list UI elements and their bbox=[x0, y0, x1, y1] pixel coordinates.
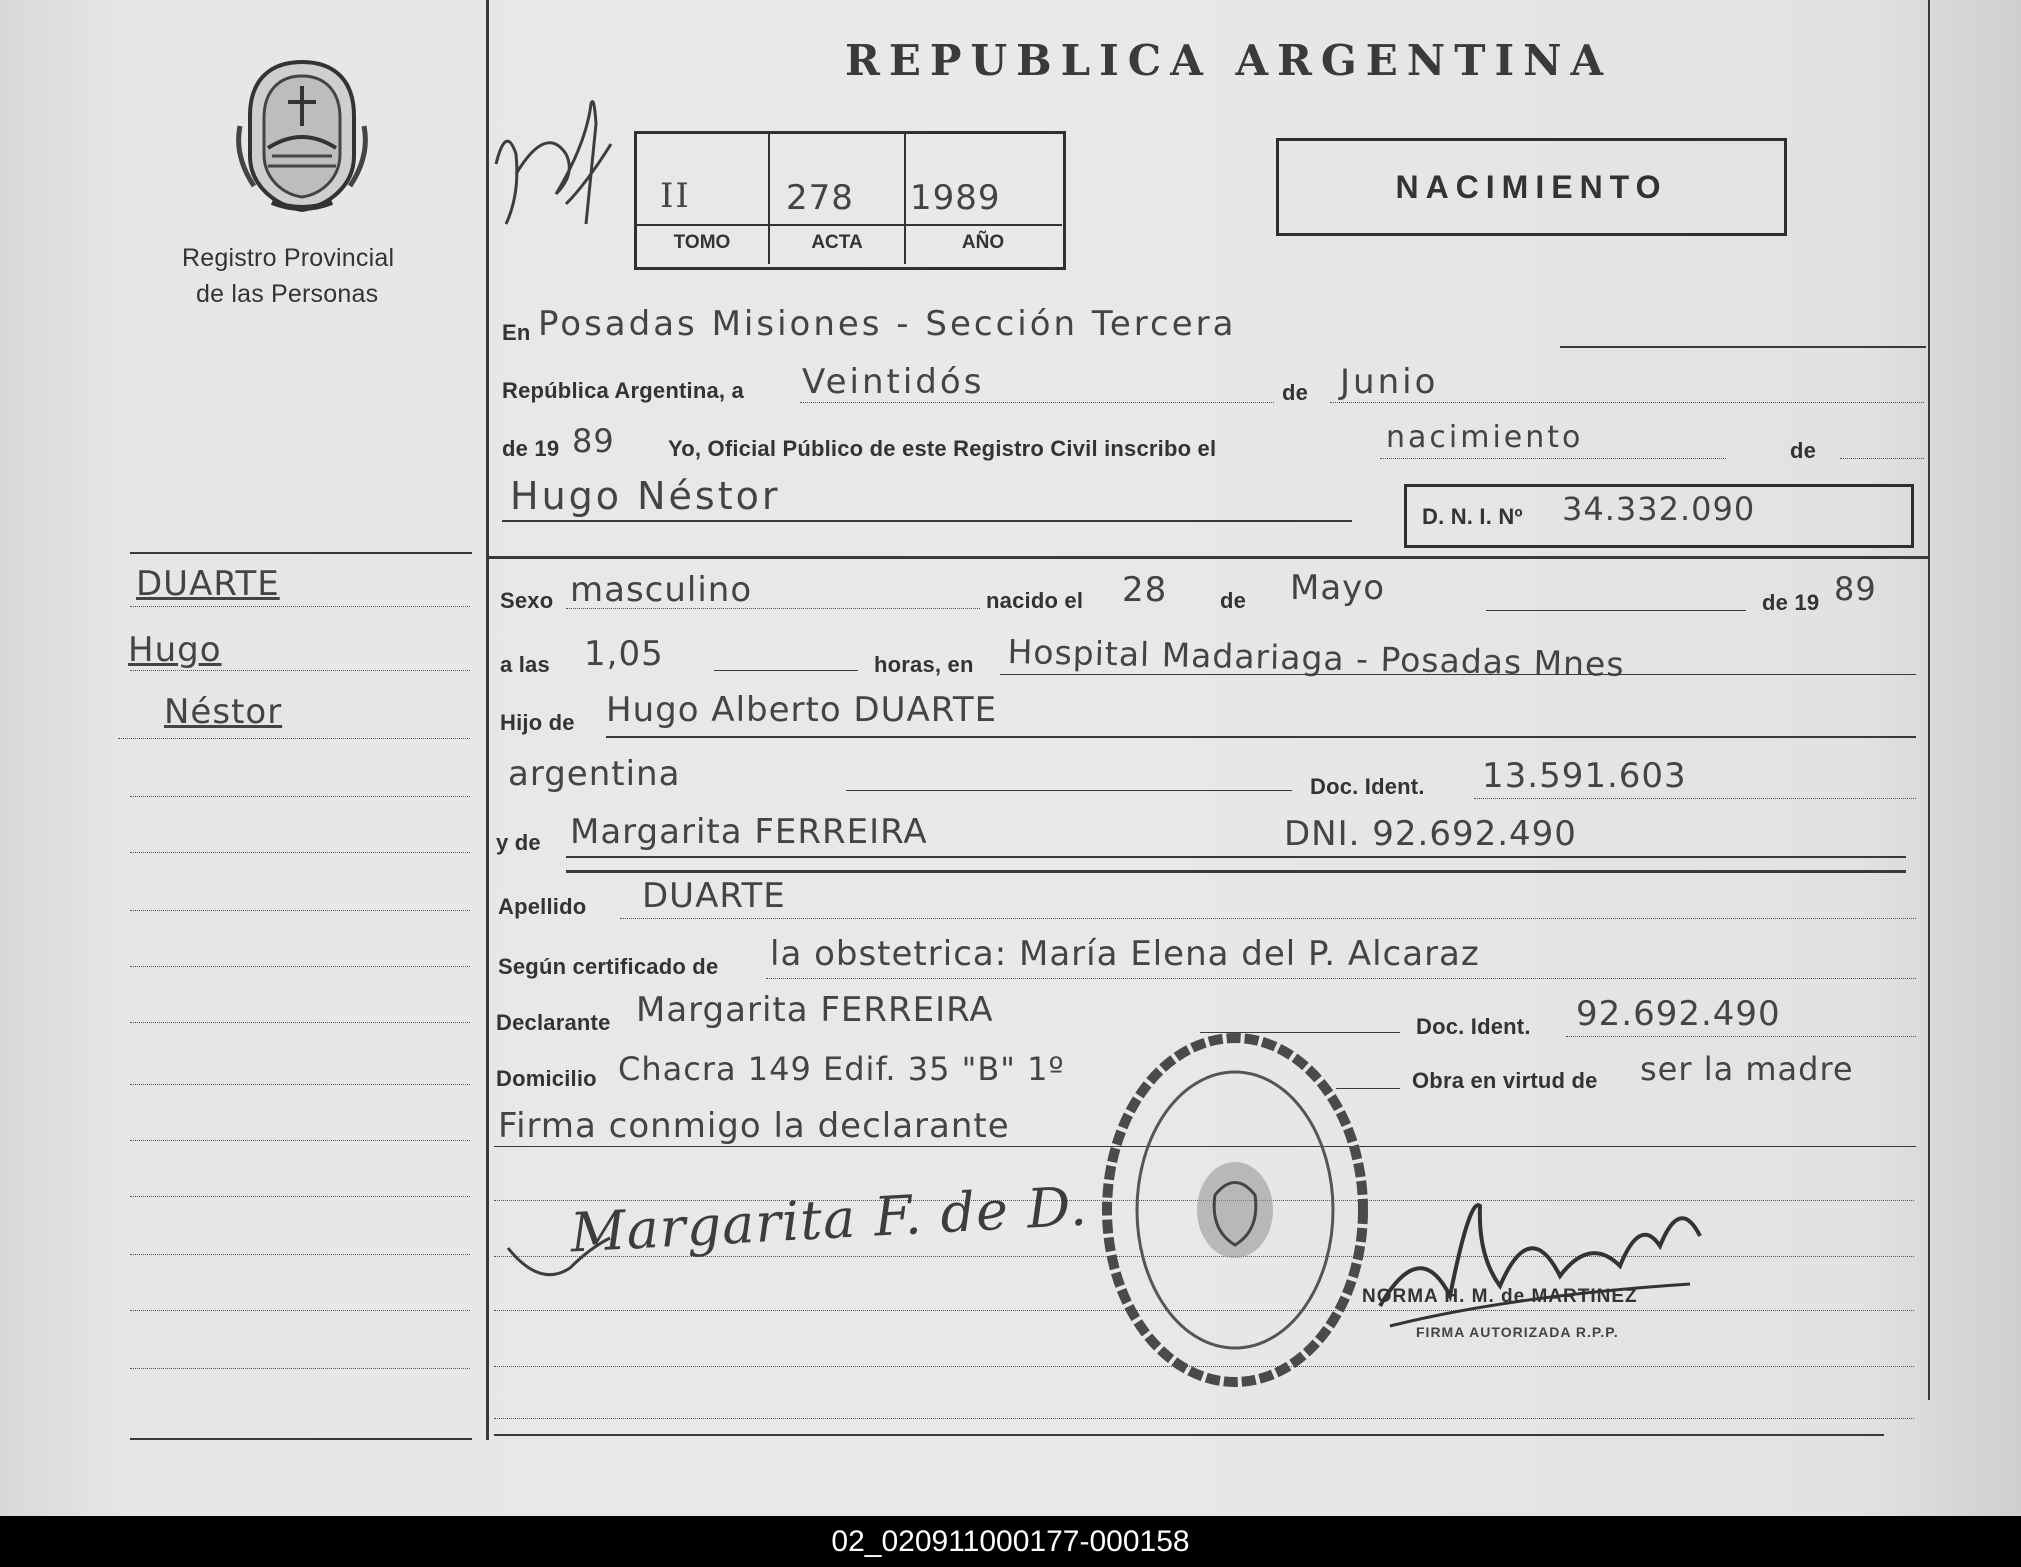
apellido-label: Apellido bbox=[498, 894, 587, 919]
tomo-label: TOMO bbox=[673, 232, 731, 253]
mother-dni-value: DNI. 92.692.490 bbox=[1284, 814, 1577, 854]
declarant-name-value: Margarita FERREIRA bbox=[636, 990, 994, 1030]
rule-line bbox=[566, 608, 980, 609]
child-name-value: Hugo Néstor bbox=[510, 474, 781, 518]
rule-line bbox=[800, 402, 1274, 403]
margin-line bbox=[130, 1368, 470, 1369]
margin-line bbox=[130, 1196, 470, 1197]
segun-certificado-label: Según certificado de bbox=[498, 954, 719, 979]
rule-line bbox=[714, 670, 858, 671]
registration-year-value: 89 bbox=[572, 422, 615, 460]
rule-line bbox=[1000, 674, 1916, 675]
registry-name-line1: Registro Provincial bbox=[182, 244, 395, 272]
margin-line bbox=[130, 606, 470, 607]
anio-value: 1989 bbox=[910, 178, 1001, 218]
margin-surname: DUARTE bbox=[136, 564, 280, 604]
hijo-de-label: Hijo de bbox=[500, 710, 575, 735]
registration-month-value: Junio bbox=[1340, 362, 1439, 402]
margin-line bbox=[118, 738, 470, 739]
domicilio-label: Domicilio bbox=[496, 1066, 597, 1091]
scan-footer-bar bbox=[0, 1516, 2021, 1567]
margin-line bbox=[130, 1022, 470, 1023]
scan-code: 02_020911000177-000158 bbox=[831, 1525, 1190, 1558]
dni-value: 34.332.090 bbox=[1562, 490, 1756, 528]
rule-line bbox=[606, 736, 1916, 738]
official-role: FIRMA AUTORIZADA R.P.P. bbox=[1416, 1324, 1619, 1340]
coat-of-arms-seal bbox=[232, 56, 372, 216]
margin-line bbox=[130, 796, 470, 797]
margin-name-2: Néstor bbox=[164, 692, 283, 732]
margin-line bbox=[130, 1310, 470, 1311]
rule-line bbox=[494, 1418, 1914, 1419]
section-divider bbox=[488, 556, 1928, 559]
declarant-signature: Margarita F. de D. bbox=[568, 1174, 1090, 1265]
rule-line bbox=[1380, 458, 1726, 459]
de-label: de bbox=[1282, 380, 1309, 405]
dni-label: D. N. I. Nº bbox=[1422, 504, 1523, 529]
republica-label: República Argentina, a bbox=[502, 378, 744, 403]
acta-box-hline bbox=[636, 224, 1062, 226]
de-label-3: de bbox=[1220, 588, 1247, 613]
margin-line bbox=[130, 966, 470, 967]
margin-line bbox=[130, 1438, 472, 1440]
father-name-value: Hugo Alberto DUARTE bbox=[606, 690, 998, 730]
rule-line bbox=[1560, 346, 1926, 348]
margin-line bbox=[130, 552, 472, 554]
registry-name-line2: de las Personas bbox=[196, 280, 379, 308]
official-stamp bbox=[1090, 1020, 1380, 1400]
rule-line bbox=[1840, 458, 1924, 459]
tomo-value: II bbox=[660, 176, 691, 216]
declarant-doc-value: 92.692.490 bbox=[1576, 994, 1781, 1034]
rule-line bbox=[846, 790, 1292, 791]
acta-value: 278 bbox=[786, 178, 854, 218]
de-label-2: de bbox=[1790, 438, 1817, 463]
birth-year-value: 89 bbox=[1834, 570, 1877, 608]
a-las-label: a las bbox=[500, 652, 550, 677]
anio-label: AÑO bbox=[961, 232, 1005, 253]
certificate-value: la obstetrica: María Elena del P. Alcaraz bbox=[770, 934, 1480, 974]
nacido-el-label: nacido el bbox=[986, 588, 1084, 613]
de19-label: de 19 bbox=[502, 436, 560, 461]
birth-day-value: 28 bbox=[1122, 570, 1168, 610]
place-value: Posadas Misiones - Sección Tercera bbox=[538, 304, 1237, 344]
de19-label-2: de 19 bbox=[1762, 590, 1820, 615]
margin-line bbox=[130, 910, 470, 911]
initial-signature bbox=[476, 84, 626, 254]
horas-en-label: horas, en bbox=[874, 652, 974, 677]
mother-name-value: Margarita FERREIRA bbox=[570, 812, 928, 852]
sex-value: masculino bbox=[570, 570, 753, 610]
father-doc-value: 13.591.603 bbox=[1482, 756, 1687, 796]
declarante-label: Declarante bbox=[496, 1010, 611, 1035]
obra-en-virtud-label: Obra en virtud de bbox=[1412, 1068, 1598, 1093]
official-signature bbox=[1360, 1176, 1760, 1346]
capacity-value: ser la madre bbox=[1640, 1050, 1854, 1088]
rule-line bbox=[1566, 1036, 1916, 1037]
margin-line bbox=[130, 852, 470, 853]
rule-line bbox=[766, 978, 1916, 979]
y-de-label: y de bbox=[496, 830, 541, 855]
right-border bbox=[1928, 0, 1930, 1400]
margin-line bbox=[130, 1140, 470, 1141]
birth-month-value: Mayo bbox=[1290, 568, 1386, 608]
father-nationality-value: argentina bbox=[508, 754, 681, 794]
page-title: REPUBLICA ARGENTINA bbox=[845, 36, 1613, 85]
rule-line bbox=[1330, 402, 1924, 403]
rule-line bbox=[1474, 798, 1916, 799]
birth-hour-value: 1,05 bbox=[584, 634, 664, 674]
signature-flourish bbox=[500, 1228, 620, 1298]
en-label: En bbox=[502, 320, 531, 345]
doc-ident-label-2: Doc. Ident. bbox=[1416, 1014, 1531, 1039]
rule-line bbox=[502, 520, 1352, 522]
document-type-box bbox=[1276, 138, 1787, 236]
address-value: Chacra 149 Edif. 35 "B" 1º bbox=[618, 1050, 1065, 1088]
signature-note-value: Firma conmigo la declarante bbox=[498, 1106, 1010, 1146]
rule-line bbox=[1486, 610, 1746, 611]
margin-line bbox=[130, 1254, 470, 1255]
birth-place-value: Hospital Madariaga - Posadas Mnes bbox=[1007, 632, 1625, 684]
doc-ident-label: Doc. Ident. bbox=[1310, 774, 1425, 799]
acta-label: ACTA bbox=[811, 232, 863, 253]
surname-value: DUARTE bbox=[642, 876, 786, 916]
sexo-label: Sexo bbox=[500, 588, 554, 613]
inscribed-act-value: nacimiento bbox=[1386, 420, 1584, 455]
yo-oficial-label: Yo, Oficial Público de este Registro Civil inscribo el bbox=[668, 436, 1217, 461]
rule-line bbox=[566, 856, 1906, 858]
margin-line bbox=[130, 670, 470, 671]
margin-line bbox=[130, 1084, 470, 1085]
document-type: NACIMIENTO bbox=[1395, 168, 1668, 205]
rule-line bbox=[620, 918, 1916, 919]
registration-day-value: Veintidós bbox=[802, 362, 985, 402]
rule-line bbox=[566, 870, 1906, 873]
margin-name-1: Hugo bbox=[128, 630, 222, 670]
rule-line bbox=[494, 1434, 1884, 1436]
official-name: NORMA H. M. de MARTINEZ bbox=[1362, 1286, 1638, 1307]
